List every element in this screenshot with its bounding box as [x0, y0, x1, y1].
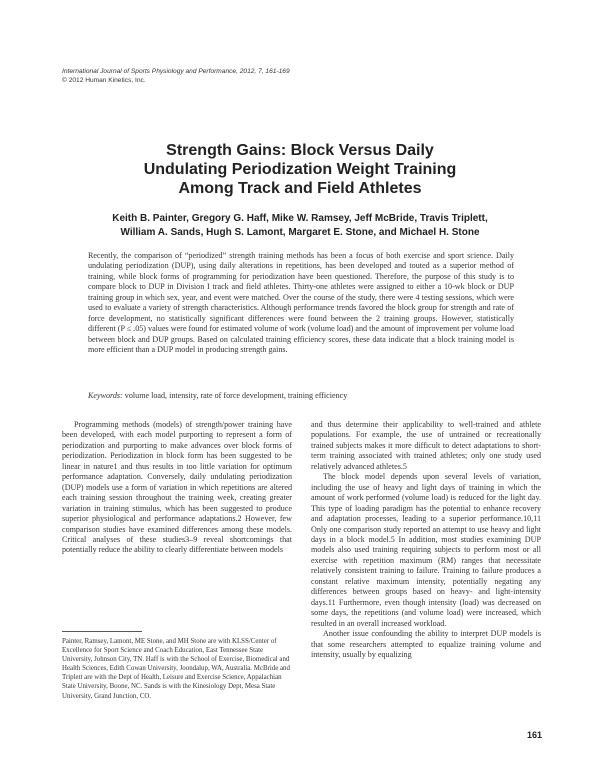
- author-affiliation-footnote: Painter, Ramsey, Lamont, ME Stone, and MH Stone are with KLSS/Center of Excellence for Sport Science and Coach Education, East Tennessee State University, Johnson City, TN. Haff is with the School of Exercise, Biomedical and Health Sciences, Edith Cowan University, Joondalup, WA, Australia. McBride and Triplett are with the Dept of Health, Leisure and Exercise Science, Appalachian State University, Boone, NC. Sands is with the Kinesiology Dept, Mesa State University, Grand Junction, CO.: [62, 638, 290, 700]
- journal-header: [62, 67, 542, 85]
- body-paragraph: The block model depends upon several levels of variation, including the use of heavy and light days of training in which the amount of work performed (volume load) is reduced for the light day. This type of loading paradigm has the potential to enhance recovery and adaptation processes, leading to a superior performance.10,11 Only one comparison study reported an attempt to use heavy and light days in a block model.5 In addition, most studies examining DUP models also used training requiring subjects to perform most or all exercise with repetition maximum (RM) ranges that necessitate relatively consistent training to failure. Training to failure produces a constant relative maximum intensity, potentially negating any differences between groups based on heavy- and light-intensity days.11 Furthermore, even though intensity (load) was decreased on some days, the repetitions (and volume load) were increased, which resulted in an overall increased workload.: [311, 472, 541, 628]
- author-list: [62, 212, 538, 240]
- body-paragraph: Another issue confounding the ability to interpret DUP models is that some researchers attempted to equalize training volume and intensity, usually by equalizing: [311, 629, 541, 659]
- body-paragraph: Programming methods (models) of strength/power training have been developed, with each model purporting to represent a form of periodization and purporting to make advances over block forms of periodization. Periodization in block form has been suggested to be linear in nature1 and thus results in too little variation for optimum performance adaptation. Conversely, daily undulating periodization (DUP) models use a form of variation in which repetitions are altered each training session throughout the training week, creating greater variation in training stimulus, which has been suggested to produce superior physiological and performance adaptations.2 However, few comparison studies have examined differences among these models. Critical analyses of these studies3–9 reveal shortcomings that potentially reduce the ability to clearly differentiate between models: [62, 420, 292, 555]
- author-line: William A. Sands, Hugh S. Lamont, Margaret E. Stone, and Michael H. Stone: [120, 227, 480, 238]
- title-line: Undulating Periodization Weight Training: [143, 161, 457, 178]
- keywords: [88, 391, 514, 401]
- keywords-label: Keywords:: [88, 391, 123, 400]
- abstract: Recently, the comparison of “periodized” strength training methods has been a focus of both exercise and sport science. Daily undulating periodization (DUP), using daily alterations in repetitions, has been developed and touted as a superior method of training, while block forms of programming for periodization have been questioned. Therefore, the purpose of this study is to compare block to DUP in Division I track and field athletes. Thirty-one athletes were assigned to either a 10-wk block or DUP training group in which sex, year, and event were matched. Over the course of the study, there were 4 testing sessions, which were used to evaluate a variety of strength characteristics. Although performance trends favored the block group for strength and rate of force development, no statistically significant differences were found between the 2 training groups. However, statistically different (P ≤ .05) values were found for estimated volume of work (volume load) and the amount of improvement per volume load between block and DUP groups. Based on calculated training efficiency scores, these data indicate that a block training model is more efficient than a DUP model in producing strength gains.: [88, 251, 514, 355]
- page-number: 161: [526, 730, 542, 740]
- title-line: Strength Gains: Block Versus Daily: [166, 142, 434, 159]
- keywords-text: volume load, intensity, rate of force development, training efficiency: [122, 391, 348, 400]
- copyright-line: © 2012 Human Kinetics, Inc.: [62, 77, 146, 84]
- footnote-divider: [62, 631, 142, 632]
- body-column-left: [62, 420, 292, 556]
- article-title: [62, 141, 538, 198]
- body-column-right: [311, 420, 541, 660]
- title-line: Among Track and Field Athletes: [178, 180, 422, 197]
- journal-citation: International Journal of Sports Physiology and Performance, 2012, 7, 161-169: [62, 68, 290, 75]
- author-line: Keith B. Painter, Gregory G. Haff, Mike W. Ramsey, Jeff McBride, Travis Triplett,: [112, 213, 488, 224]
- body-paragraph: and thus determine their applicability to well-trained and athlete populations. For example, the use of untrained or recreationally trained subjects makes it more difficult to detect adaptations to short-term training associated with trained athletes; only one study used relatively advanced athletes.5: [311, 420, 541, 471]
